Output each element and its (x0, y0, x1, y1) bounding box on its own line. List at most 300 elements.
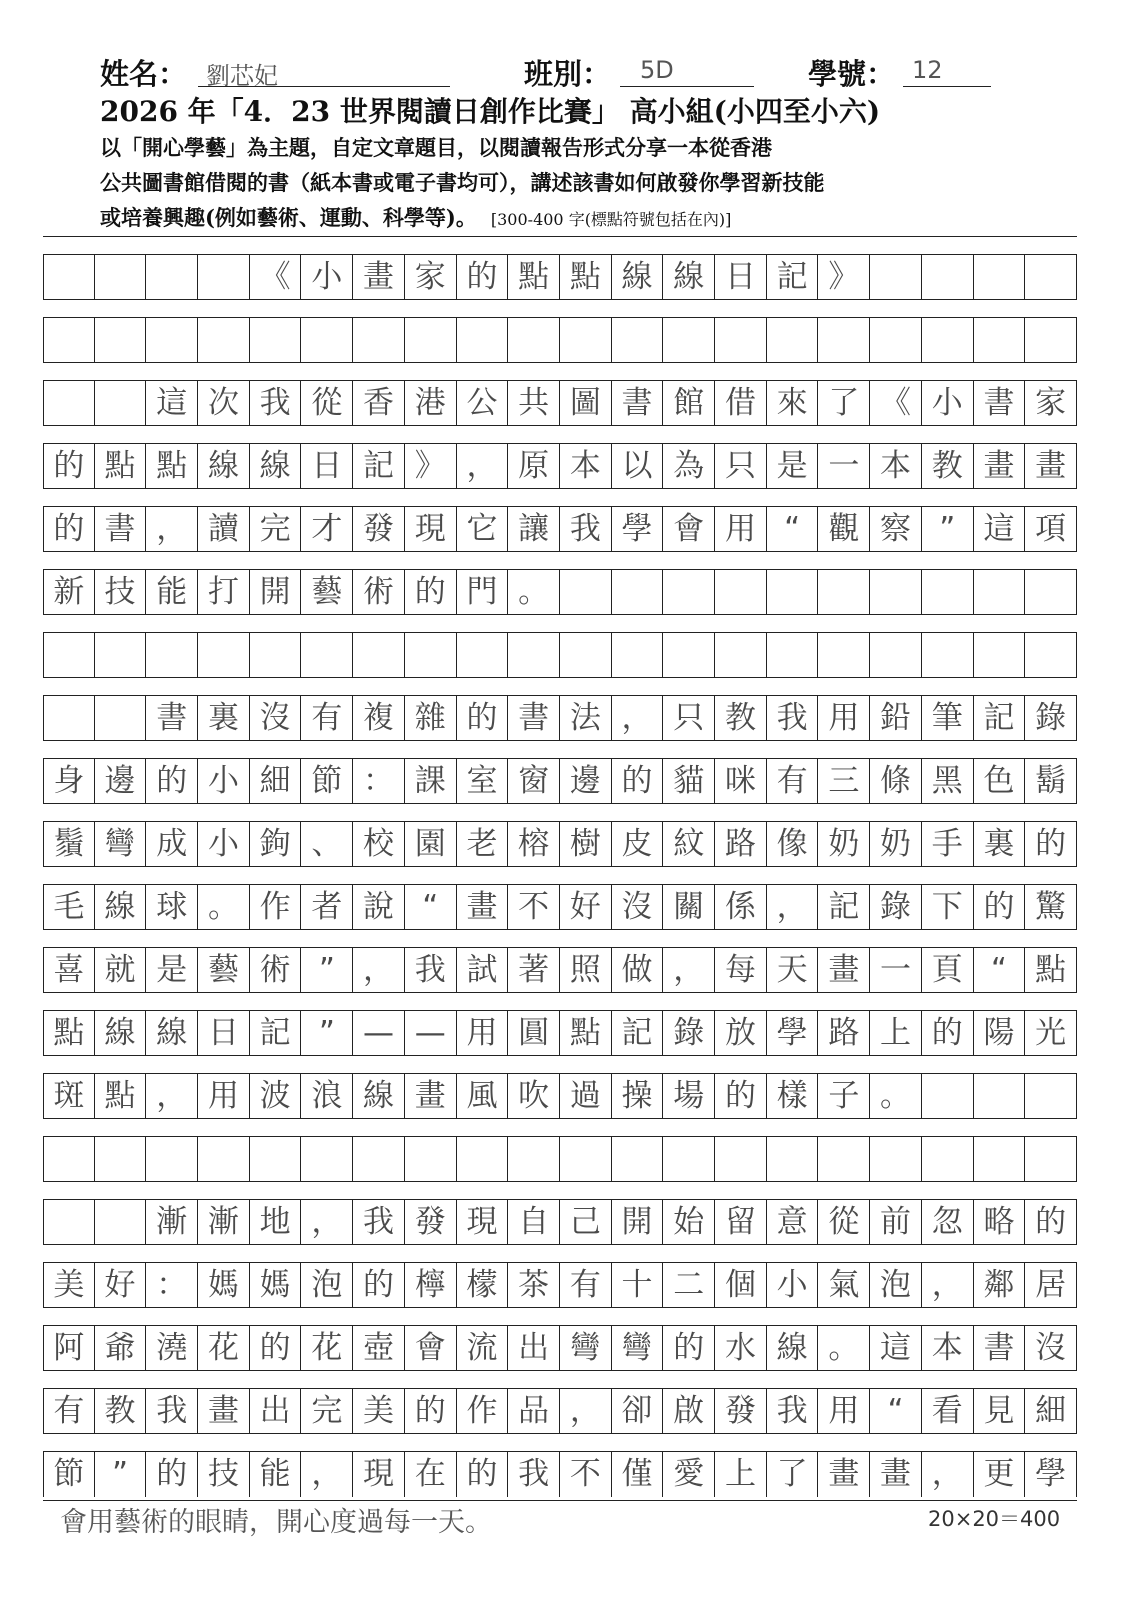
grid-cell: 阿 (43, 1326, 95, 1371)
grid-cell: 出 (508, 1326, 560, 1371)
grid-separator (43, 1181, 1077, 1199)
grid-row (43, 506, 1077, 551)
grid-separator (43, 992, 1077, 1010)
grid-cell: 港 (405, 381, 457, 426)
grid-cell: 窗 (508, 759, 560, 804)
grid-cell: 書 (508, 696, 560, 741)
grid-cell: 的 (663, 1326, 715, 1371)
grid-cell: 看 (922, 1389, 974, 1434)
grid-cell: 點 (560, 1011, 612, 1056)
grid-cell: 有 (43, 1389, 95, 1434)
grid-cell: 鄰 (974, 1263, 1026, 1308)
grid-cell: ” (302, 1011, 354, 1056)
grid-cell: 居 (1025, 1263, 1077, 1308)
grid-cell (767, 570, 819, 615)
grid-cell: ， (612, 696, 664, 741)
grid-cell: 錄 (870, 885, 922, 930)
grid-cell: 場 (663, 1074, 715, 1119)
grid-cell: 鬍 (1025, 759, 1077, 804)
number-label: 學號： (808, 57, 896, 91)
grid-cell: 畫 (457, 885, 509, 930)
grid-cell: 始 (663, 1200, 715, 1245)
grid-cell: ， (767, 885, 819, 930)
grid-separator (43, 425, 1077, 443)
grid-cell (457, 1137, 509, 1182)
grid-cell: 己 (560, 1200, 612, 1245)
grid-cell: 邊 (95, 759, 147, 804)
grid-cell (974, 570, 1026, 615)
grid-cell: 前 (870, 1200, 922, 1245)
grid-cell: 係 (715, 885, 767, 930)
grid-cell (974, 318, 1026, 363)
grid-cell: 有 (560, 1263, 612, 1308)
grid-cell: “ (405, 885, 457, 930)
grid-cell: 美 (353, 1389, 405, 1434)
grid-cell: 察 (870, 507, 922, 552)
grid-separator (43, 677, 1077, 695)
grid-cell (870, 1137, 922, 1182)
grid-cell (1025, 1137, 1077, 1182)
grid-cell: 意 (767, 1200, 819, 1245)
grid-cell: 現 (353, 1452, 405, 1497)
grid-cell: 了 (819, 381, 871, 426)
grid-cell: 更 (974, 1452, 1026, 1497)
grid-cell: 點 (43, 1011, 95, 1056)
grid-separator (43, 1055, 1077, 1073)
grid-cell (870, 570, 922, 615)
grid-cell: 的 (146, 1452, 198, 1497)
grid-cell: 試 (457, 948, 509, 993)
grid-cell (405, 1137, 457, 1182)
grid-cell: 錄 (663, 1011, 715, 1056)
grid-cell: 的 (612, 759, 664, 804)
grid-cell: 。 (198, 885, 250, 930)
grid-cell: 皮 (612, 822, 664, 867)
grid-cell: 記 (612, 1011, 664, 1056)
grid-cell: 個 (715, 1263, 767, 1308)
grid-cell: 校 (353, 822, 405, 867)
grid-cell: 筆 (922, 696, 974, 741)
grid-cell (922, 1137, 974, 1182)
grid-cell: 是 (146, 948, 198, 993)
grid-cell: 畫 (405, 1074, 457, 1119)
grid-cell (870, 318, 922, 363)
grid-cell: 的 (43, 507, 95, 552)
grid-cell: 茶 (508, 1263, 560, 1308)
grid-cell: 教 (715, 696, 767, 741)
grid-cell: 線 (95, 885, 147, 930)
grid-cell: 不 (560, 1452, 612, 1497)
grid-cell: 細 (1025, 1389, 1077, 1434)
grid-cell: 術 (353, 570, 405, 615)
grid-cell: 點 (1025, 948, 1077, 993)
grid-cell (405, 318, 457, 363)
grid-cell: 線 (198, 444, 250, 489)
grid-cell: 記 (819, 885, 871, 930)
grid-row (43, 884, 1077, 929)
grid-cell (663, 570, 715, 615)
grid-cell: 卻 (612, 1389, 664, 1434)
grid-cell (870, 255, 922, 300)
grid-cell (819, 633, 871, 678)
grid-cell: 日 (198, 1011, 250, 1056)
grid-cell: 用 (819, 696, 871, 741)
grid-cell: 者 (302, 885, 354, 930)
grid-cell: 》 (405, 444, 457, 489)
grid-separator (43, 740, 1077, 758)
grid-cell (302, 1137, 354, 1182)
grid-cell (146, 318, 198, 363)
grid-cell (302, 318, 354, 363)
grid-cell: 略 (974, 1200, 1026, 1245)
grid-cell: ， (560, 1389, 612, 1434)
grid-cell: 驚 (1025, 885, 1077, 930)
grid-cell: 樹 (560, 822, 612, 867)
grid-cell: 技 (198, 1452, 250, 1497)
grid-cell: 日 (715, 255, 767, 300)
grid-cell: 彎 (560, 1326, 612, 1371)
grid-cell (560, 570, 612, 615)
grid-cell: 條 (870, 759, 922, 804)
grid-cell: 浪 (302, 1074, 354, 1119)
grid-cell: 線 (146, 1011, 198, 1056)
grid-separator (43, 299, 1077, 317)
grid-cell: 的 (353, 1263, 405, 1308)
grid-cell: 鬚 (43, 822, 95, 867)
grid-cell: 老 (457, 822, 509, 867)
grid-cell (508, 318, 560, 363)
grid-cell: 紋 (663, 822, 715, 867)
grid-cell: 的 (146, 759, 198, 804)
grid-cell: 用 (198, 1074, 250, 1119)
grid-cell (43, 255, 95, 300)
grid-cell: 新 (43, 570, 95, 615)
grid-cell: 放 (715, 1011, 767, 1056)
grid-cell: 能 (250, 1452, 302, 1497)
grid-cell (457, 633, 509, 678)
grid-row (43, 1010, 1077, 1055)
grid-cell: 教 (95, 1389, 147, 1434)
grid-cell (1025, 255, 1077, 300)
grid-cell (302, 633, 354, 678)
grid-cell: 檬 (457, 1263, 509, 1308)
grid-cell: ” (95, 1452, 147, 1497)
grid-cell: 壺 (353, 1326, 405, 1371)
grid-cell (250, 633, 302, 678)
grid-cell (43, 1200, 95, 1245)
grid-cell (198, 1137, 250, 1182)
grid-cell: 》 (819, 255, 871, 300)
grid-separator (43, 1433, 1077, 1451)
grid-cell (353, 1137, 405, 1182)
grid-cell: 著 (508, 948, 560, 993)
grid-cell: 子 (819, 1074, 871, 1119)
grid-cell: 學 (612, 507, 664, 552)
grid-cell: 家 (405, 255, 457, 300)
grid-cell (612, 570, 664, 615)
grid-cell: 我 (146, 1389, 198, 1434)
grid-cell: 毛 (43, 885, 95, 930)
grid-cell: 的 (974, 885, 1026, 930)
grid-cell: 氣 (819, 1263, 871, 1308)
grid-cell: 圖 (560, 381, 612, 426)
grid-cell: 學 (767, 1011, 819, 1056)
grid-cell: 黑 (922, 759, 974, 804)
grid-cell: ， (353, 948, 405, 993)
grid-cell: 波 (250, 1074, 302, 1119)
grid-cell: 觀 (819, 507, 871, 552)
grid-cell (353, 633, 405, 678)
grid-cell: 在 (405, 1452, 457, 1497)
grid-row (43, 632, 1077, 677)
grid-cell: 。 (508, 570, 560, 615)
grid-row (43, 569, 1077, 614)
grid-cell: 留 (715, 1200, 767, 1245)
grid-cell: 邊 (560, 759, 612, 804)
grid-cell: 的 (1025, 1200, 1077, 1245)
grid-cell: 光 (1025, 1011, 1077, 1056)
grid-cell: 讀 (198, 507, 250, 552)
grid-separator (43, 1307, 1077, 1325)
grid-cell: 成 (146, 822, 198, 867)
grid-cell: ： (146, 1263, 198, 1308)
grid-cell: 好 (95, 1263, 147, 1308)
grid-cell: ， (663, 948, 715, 993)
grid-cell: 是 (767, 444, 819, 489)
name-underline (198, 86, 450, 87)
grid-cell: 發 (405, 1200, 457, 1245)
grid-cell (974, 1074, 1026, 1119)
grid-cell: 的 (1025, 822, 1077, 867)
grid-cell (508, 1137, 560, 1182)
grid-separator (43, 803, 1077, 821)
grid-cell: — (405, 1011, 457, 1056)
number-value: 12 (912, 56, 943, 84)
grid-cell: 記 (250, 1011, 302, 1056)
grid-cell (612, 318, 664, 363)
grid-cell: 香 (353, 381, 405, 426)
writing-grid (43, 236, 1077, 1500)
grid-cell: 小 (302, 255, 354, 300)
grid-cell: 一 (870, 948, 922, 993)
grid-cell (715, 570, 767, 615)
grid-cell: 每 (715, 948, 767, 993)
grid-cell: 自 (508, 1200, 560, 1245)
grid-cell (974, 255, 1026, 300)
grid-cell: 的 (250, 1326, 302, 1371)
grid-cell: 小 (922, 381, 974, 426)
grid-cell (198, 633, 250, 678)
grid-cell (974, 633, 1026, 678)
grid-cell: 三 (819, 759, 871, 804)
grid-cell (767, 318, 819, 363)
grid-cell: 學 (1025, 1452, 1077, 1497)
grid-cell (43, 381, 95, 426)
grid-cell (715, 318, 767, 363)
grid-row (43, 1262, 1077, 1307)
grid-cell: 花 (302, 1326, 354, 1371)
grid-cell: 十 (612, 1263, 664, 1308)
grid-separator (43, 866, 1077, 884)
grid-cell: 點 (560, 255, 612, 300)
grid-cell (663, 633, 715, 678)
grid-cell: 好 (560, 885, 612, 930)
grid-cell: 節 (302, 759, 354, 804)
grid-cell: 共 (508, 381, 560, 426)
grid-cell: 花 (198, 1326, 250, 1371)
grid-cell: 點 (508, 255, 560, 300)
grid-cell (922, 570, 974, 615)
grid-cell: 我 (508, 1452, 560, 1497)
grid-cell: 說 (353, 885, 405, 930)
grid-cell: 雜 (405, 696, 457, 741)
grid-cell (457, 318, 509, 363)
grid-cell: 書 (146, 696, 198, 741)
word-limit: [300-400 字(標點符號包括在內)] (490, 210, 732, 229)
grid-cell: 美 (43, 1263, 95, 1308)
grid-cell: 會 (405, 1326, 457, 1371)
grid-cell: 水 (715, 1326, 767, 1371)
grid-cell: 泡 (302, 1263, 354, 1308)
grid-cell: 二 (663, 1263, 715, 1308)
grid-cell (43, 633, 95, 678)
grid-cell: 斑 (43, 1074, 95, 1119)
grid-cell: 彎 (612, 1326, 664, 1371)
grid-cell: 色 (974, 759, 1026, 804)
grid-cell: 有 (767, 759, 819, 804)
grid-cell: 次 (198, 381, 250, 426)
grid-cell: 檸 (405, 1263, 457, 1308)
grid-cell: 書 (974, 1326, 1026, 1371)
grid-cell: 完 (302, 1389, 354, 1434)
grid-cell: 記 (767, 255, 819, 300)
grid-cell (353, 318, 405, 363)
grid-cell: 地 (250, 1200, 302, 1245)
grid-cell: 有 (302, 696, 354, 741)
grid-cell: 開 (250, 570, 302, 615)
grid-cell: 現 (457, 1200, 509, 1245)
grid-row (43, 380, 1077, 425)
grid-separator (43, 362, 1077, 380)
grid-row (43, 758, 1077, 803)
grid-cell: 爺 (95, 1326, 147, 1371)
grid-cell: 泡 (870, 1263, 922, 1308)
grid-cell: ， (922, 1263, 974, 1308)
grid-cell: 門 (457, 570, 509, 615)
class-value: 5D (640, 56, 674, 84)
grid-cell: 身 (43, 759, 95, 804)
grid-cell: 沒 (1025, 1326, 1077, 1371)
name-value: 劉芯妃 (206, 62, 278, 90)
grid-cell: 沒 (250, 696, 302, 741)
grid-cell: 畫 (1025, 444, 1077, 489)
name-label: 姓名： (100, 57, 188, 91)
grid-row (43, 1451, 1077, 1496)
grid-cell: ， (922, 1452, 974, 1497)
grid-cell: 能 (146, 570, 198, 615)
grid-cell: 畫 (819, 948, 871, 993)
grid-cell: 關 (663, 885, 715, 930)
grid-cell: 流 (457, 1326, 509, 1371)
grid-cell (146, 633, 198, 678)
grid-row (43, 1136, 1077, 1181)
grid-cell: 線 (767, 1326, 819, 1371)
grid-cell: 用 (819, 1389, 871, 1434)
grid-cell (922, 1074, 974, 1119)
number-underline (903, 86, 991, 87)
grid-row (43, 695, 1077, 740)
grid-cell: 見 (974, 1389, 1026, 1434)
grid-cell: 用 (457, 1011, 509, 1056)
grid-cell: 澆 (146, 1326, 198, 1371)
grid-cell: 風 (457, 1074, 509, 1119)
grid-cell: 書 (612, 381, 664, 426)
grid-cell: 照 (560, 948, 612, 993)
grid-cell: 點 (95, 1074, 147, 1119)
grid-cell: 的 (457, 696, 509, 741)
grid-row (43, 317, 1077, 362)
grid-cell: 我 (767, 696, 819, 741)
instruction-line-1: 以「開心學藝」為主題，自定文章題目，以閱讀報告形式分享一本從香港 (100, 135, 772, 160)
grid-cell: 法 (560, 696, 612, 741)
instruction-line-3-text: 或培養興趣(例如藝術、運動、科學等)。 (100, 205, 477, 230)
grid-cell: 球 (146, 885, 198, 930)
grid-cell: 畫 (974, 444, 1026, 489)
grid-cell: 的 (405, 570, 457, 615)
grid-cell: ” (302, 948, 354, 993)
grid-cell: 畫 (870, 1452, 922, 1497)
grid-cell: 的 (457, 255, 509, 300)
grid-cell: 這 (974, 507, 1026, 552)
grid-separator (43, 1244, 1077, 1262)
grid-cell: 線 (250, 444, 302, 489)
grid-cell: 的 (43, 444, 95, 489)
grid-cell: 線 (353, 1074, 405, 1119)
grid-cell: 《 (870, 381, 922, 426)
grid-cell (43, 696, 95, 741)
grid-cell (922, 255, 974, 300)
grid-cell: 借 (715, 381, 767, 426)
grid-cell: 的 (922, 1011, 974, 1056)
grid-cell: 裏 (974, 822, 1026, 867)
grid-cell: 上 (715, 1452, 767, 1497)
grid-cell: 來 (767, 381, 819, 426)
grid-row (43, 254, 1077, 299)
grid-row (43, 1199, 1077, 1244)
grid-cell (922, 318, 974, 363)
grid-cell: 漸 (146, 1200, 198, 1245)
overflow-handwriting: 會用藝術的眼睛，開心度過每一天。 (60, 1507, 492, 1538)
grid-separator (43, 1118, 1077, 1136)
grid-cell: 線 (663, 255, 715, 300)
grid-cell: 術 (250, 948, 302, 993)
grid-separator (43, 929, 1077, 947)
grid-cell: 天 (767, 948, 819, 993)
grid-cell (819, 1137, 871, 1182)
grid-cell (250, 1137, 302, 1182)
grid-cell: 的 (715, 1074, 767, 1119)
grid-cell (95, 318, 147, 363)
grid-cell: 只 (663, 696, 715, 741)
grid-cell: 藝 (198, 948, 250, 993)
grid-cell (43, 318, 95, 363)
grid-row (43, 821, 1077, 866)
grid-cell: 只 (715, 444, 767, 489)
grid-cell: ， (457, 444, 509, 489)
grid-cell (95, 1137, 147, 1182)
grid-cell: 陽 (974, 1011, 1026, 1056)
grid-cell: 小 (767, 1263, 819, 1308)
